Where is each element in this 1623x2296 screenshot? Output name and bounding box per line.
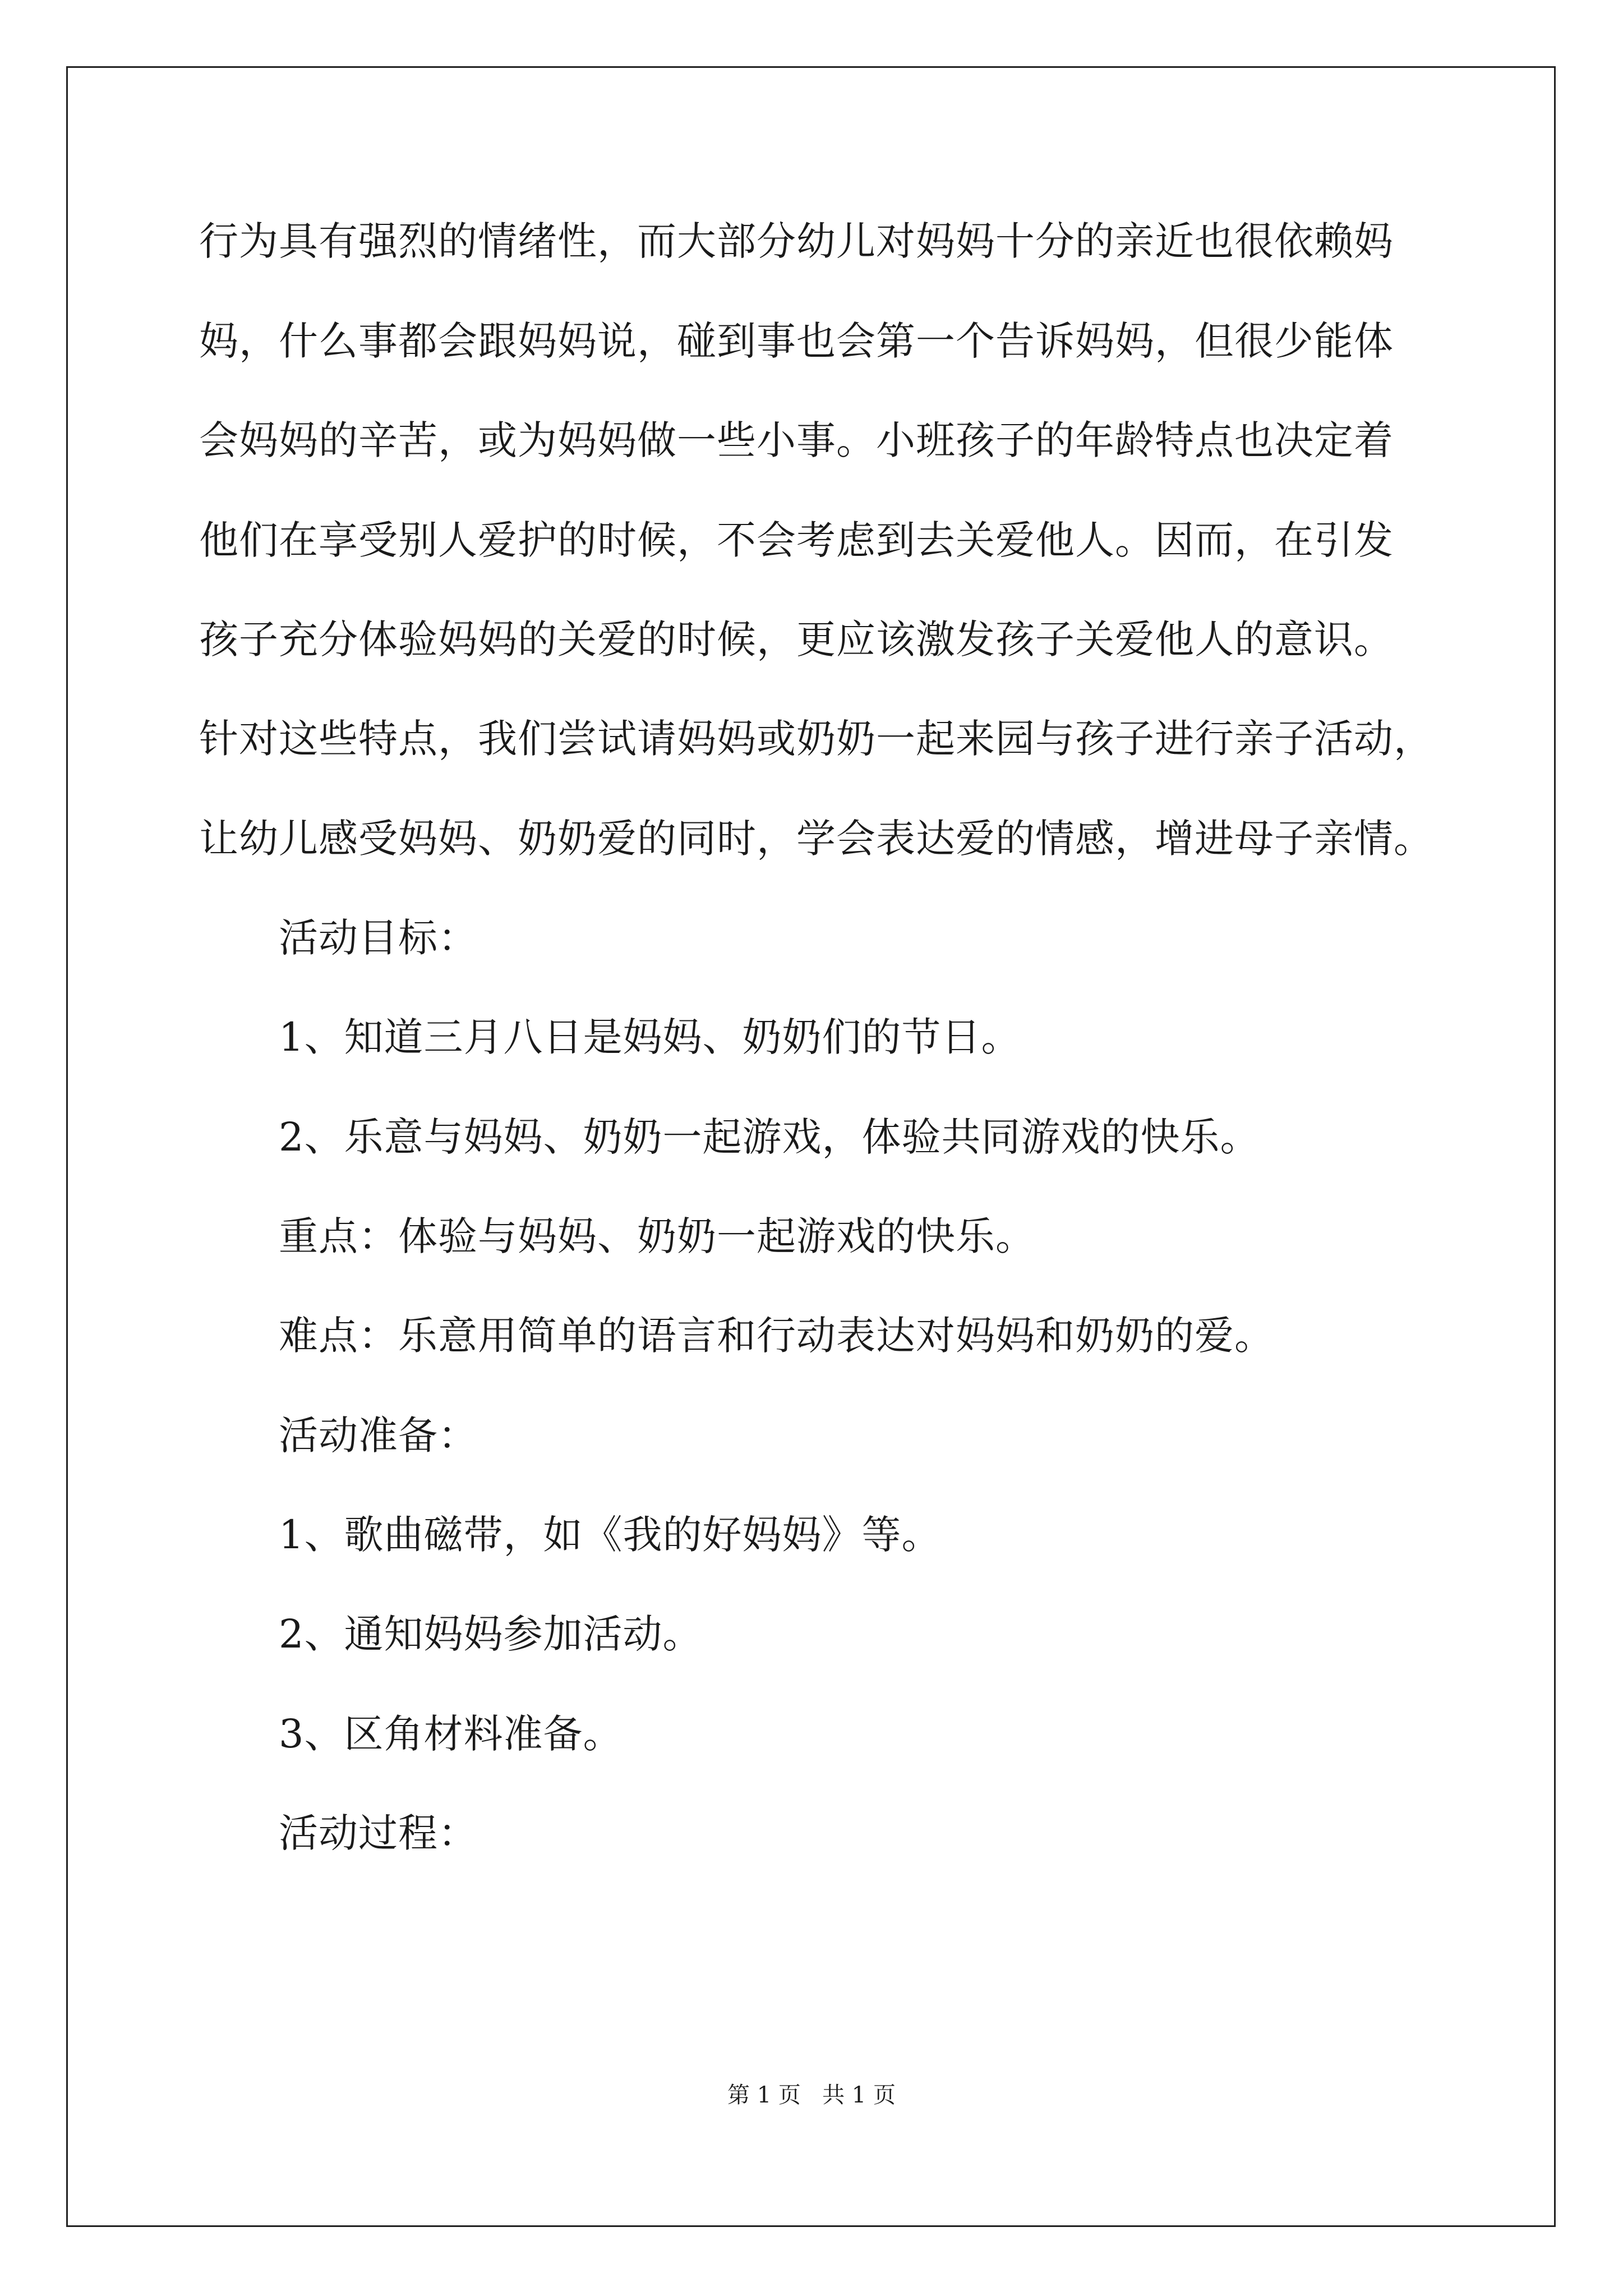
paragraph-line-1: 行为具有强烈的情绪性，而大部分幼儿对妈妈十分的亲近也很依赖妈 — [199, 218, 1394, 264]
process-heading: 活动过程： — [279, 1810, 478, 1856]
goals-heading: 活动目标： — [279, 915, 478, 961]
paragraph-line-7: 让幼儿感受妈妈、奶奶爱的同时，学会表达爱的情感，增进母子亲情。 — [199, 816, 1433, 862]
paragraph-line-3: 会妈妈的辛苦，或为妈妈做一些小事。小班孩子的年龄特点也决定着 — [199, 417, 1394, 463]
paragraph-line-2: 妈，什么事都会跟妈妈说，碰到事也会第一个告诉妈妈，但很少能体 — [199, 318, 1394, 364]
goal-item-1: 1、知道三月八日是妈妈、奶奶们的节日。 — [279, 1014, 1021, 1060]
prep-item-3: 3、区角材料准备。 — [279, 1711, 623, 1757]
prep-heading: 活动准备： — [279, 1412, 478, 1458]
paragraph-line-4: 他们在享受别人爱护的时候，不会考虑到去关爱他人。因而，在引发 — [199, 517, 1394, 563]
goal-item-2: 2、乐意与妈妈、奶奶一起游戏，体验共同游戏的快乐。 — [279, 1114, 1260, 1160]
difficulty-point: 难点：乐意用简单的语言和行动表达对妈妈和奶奶的爱。 — [279, 1313, 1274, 1359]
paragraph-line-6: 针对这些特点，我们尝试请妈妈或奶奶一起来园与孩子进行亲子活动， — [199, 716, 1433, 762]
prep-item-1: 1、歌曲磁带，如《我的好妈妈》等。 — [279, 1512, 942, 1558]
paragraph-line-5: 孩子充分体验妈妈的关爱的时候，更应该激发孩子关爱他人的意识。 — [199, 616, 1394, 662]
key-point: 重点：体验与妈妈、奶奶一起游戏的快乐。 — [279, 1213, 1035, 1259]
prep-item-2: 2、通知妈妈参加活动。 — [279, 1611, 703, 1657]
page-footer: 第 1 页 共 1 页 — [727, 2082, 896, 2108]
